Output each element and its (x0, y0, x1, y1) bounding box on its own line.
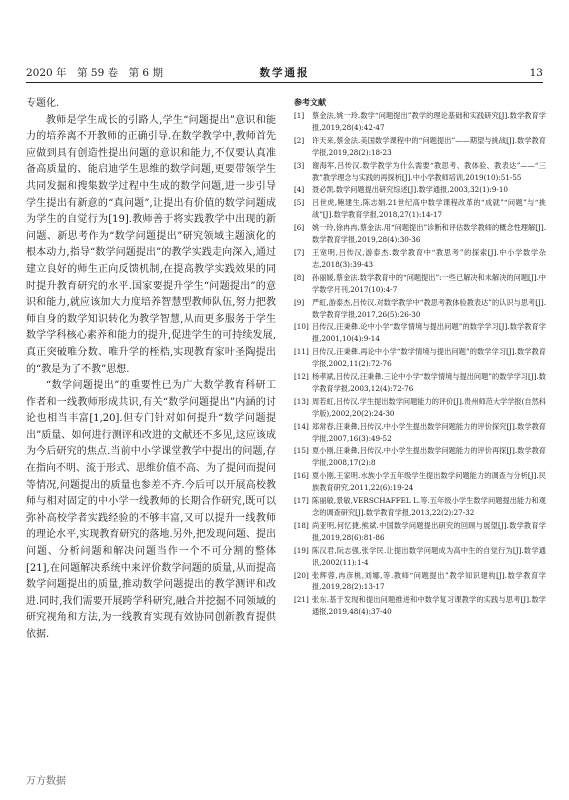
reference-text: 周若虹,吕传汉.学生提出数学问题能力的评价[J].贵州师范大学学报(自然科学版),2002,20(2):24-30 (312, 396, 546, 418)
reference-text: 王宽明,吕传汉,游泰杰.数学教育中“教思考”的探索[J].中小学数学杂志,2018(3):39-43 (312, 247, 546, 269)
reference-number: [20] (294, 570, 309, 580)
reference-text: 吕传汉,汪秉彝.论中小学“数学情境与提出问题”的数学学习[J].数学教育学报,2001,10(4):9-14 (312, 322, 546, 344)
reference-number: [17] (294, 496, 309, 506)
reference-text: 陈丽敏,景敏,VERSCHAFFEL L.等.五年级小学生数学问题提出能力和观念的调查研究[J].数学教育学报,2013,22(2):27-32 (312, 496, 546, 517)
reference-number: [4] (294, 185, 305, 195)
body-column (26, 96, 276, 736)
reference-text: 杨孝斌,吕传汉,汪秉彝.三论中小学“数学情境与提出问题”的数学学习[J].数学教育学报,2003,12(4):72-76 (312, 372, 546, 393)
watermark: 万方数据 (26, 776, 66, 787)
reference-number: [2] (294, 135, 305, 145)
reference-item (294, 110, 546, 134)
issue-info: 2020 年 第 59 卷 第 6 期 (26, 67, 163, 79)
reference-number: [11] (294, 347, 309, 357)
reference-item (294, 570, 546, 594)
reference-text: 夏小刚,汪秉彝,吕传汉.中小学生提出数学问题能力的评价再探[J].数学教育学报,2008,17(2):8 (312, 446, 546, 468)
journal-name: 数学通报 (259, 67, 310, 79)
references-column (294, 96, 546, 752)
reference-item (294, 184, 546, 196)
reference-text: 夏小刚,王家明.水族小学五年级学生提出数学问题能力的调查与分析[J].民族教育研究,2011,22(6):19-24 (312, 471, 546, 493)
reference-item (294, 495, 546, 519)
reference-item (294, 321, 546, 345)
body-paragraph: “数学问题提出”的重要性已为广大数学教育科研工作者和一线教师形成共识,有关“数学问题提出”内涵的讨论也相当丰富[1,20].但专门针对如何提升“数学问题提出”质量、如何进行测评和改进的文献还不多见,这应该成为今后研究的焦点.当前中小学课堂教学中提出的问题,存在指向不明、流于形式、思维价值不高、为了提问而提问等情况,问题提出的质量也参差不齐.今后可以开展高校教师与相对固定的中小学一线教师的长期合作研究,既可以弥补高校学者实践经验的不够丰富,又可以提升一线教师的理论水平,实现教育研究的落地.另外,把发现问题、提出问题、分析问题和解决问题当作一个不可分割的整体[21],在问题解决系统中来评价数学问题的质量,从而提高数学问题提出的质量,推动数学问题提出的教学测评和改进.同时,我们需要开展跨学科研究,融合并挖掘不同领域的研究视角和方法,为一线教育实现有效协同创新教育提供依据. (26, 380, 276, 640)
reference-text: 孙丽媛,蔡金法.数学教育中的“问题提出”:一些已解决和未解决的问题[J].中学数学月刊,2017(10):4-7 (312, 272, 546, 294)
reference-item (294, 222, 546, 246)
reference-number: [19] (294, 545, 309, 555)
reference-number: [7] (294, 247, 305, 257)
reference-item (294, 520, 546, 544)
reference-number: [8] (294, 272, 305, 282)
page-number: 13 (529, 67, 543, 79)
reference-number: [15] (294, 446, 309, 456)
reference-text: 严虹,游泰杰,吕传汉.对数学教学中“教思考教体验教表达”的认识与思考[J].数学教育学报,2017,26(5):26-30 (312, 297, 546, 319)
reference-item (294, 346, 546, 370)
reference-number: [18] (294, 520, 309, 530)
reference-text: 张东.基于发现和提出问题推进和中数学复习课教学的实践与思考[J].数学通报,2019,48(4):37-40 (312, 595, 546, 617)
reference-number: [10] (294, 322, 309, 332)
reference-item (294, 197, 546, 221)
running-header (26, 64, 543, 83)
reference-text: 聂必凯.数学问题提出研究综述[J].数学通报,2003,32(1):9-10 (312, 185, 509, 195)
reference-item (294, 247, 546, 271)
reference-item (294, 272, 546, 296)
reference-text: 吕世虎,鲍建生,陈志娟.21世纪高中数学课程改革的“成就”“问题”与“挑战”[J].数学教育学报,2018,27(1):14-17 (312, 198, 546, 220)
reference-number: [1] (294, 111, 305, 120)
reference-number: [6] (294, 223, 305, 233)
references-heading: 参考文献 (294, 97, 326, 107)
reference-text: 尚亚明,何忆捷,熊斌.中国数学问题提出研究的回顾与展望[J].数学教育学报,2019,28(6):81-86 (312, 520, 546, 542)
reference-text: 张辉蓉,冉彦桃,刘娜,等.教师“问题提出”教学知识建构[J].数学教育学报,2019,28(2):13-17 (312, 570, 546, 592)
reference-text: 谢海军,吕传汉.数学教学为什么需要“教思考、教体验、教表达”——“三教”教学理念与实践的再探析[J].中小学教师培训,2019(10):51-55 (312, 160, 546, 182)
reference-text: 吕传汉,汪秉彝.再论中小学“数学情境与提出问题”的数学学习[J].数学教育学报,2002,11(2):72-76 (312, 347, 546, 369)
reference-item (294, 421, 546, 445)
reference-item (294, 160, 546, 184)
reference-number: [5] (294, 198, 305, 208)
reference-text: 许天来,蔡金法.美国数学课程中的“问题提出”——期望与挑战[J].数学教育学报,2019,28(2):18-23 (312, 135, 546, 157)
reference-number: [9] (294, 297, 305, 307)
reference-text: 姚一玲,徐冉冉,蔡金法.用“问题提出”诊断和评估数学教师的概念性理解[J].数学教育学报,2019,28(4):30-36 (312, 223, 546, 245)
reference-number: [16] (294, 471, 309, 481)
reference-item (294, 297, 546, 321)
reference-text: 蔡金法,姚一玲.数学“问题提出”教学的理论基础和实践研究[J].数学教育学报,2019,28(4):42-47 (312, 111, 546, 132)
reference-number: [13] (294, 396, 309, 406)
reference-item (294, 594, 546, 618)
reference-text: 陈汉君,阮志强,张学民.让提出数学问题成为高中生的自觉行为[J].数学通讯,2002(11):1-4 (312, 545, 546, 567)
reference-item (294, 445, 546, 469)
reference-text: 郑常春,汪秉彝,吕传汉.中小学生提出数学问题能力的评价探究[J].数学教育学报,2007,16(3):49-52 (312, 421, 546, 443)
reference-item (294, 470, 546, 494)
reference-item (294, 396, 546, 420)
reference-number: [3] (294, 160, 305, 170)
reference-item (294, 371, 546, 395)
reference-number: [12] (294, 372, 309, 382)
body-paragraph: 教师是学生成长的引路人,学生“问题提出”意识和能力的培养离不开教师的正确引导.在数学教学中,教师首先应做到具有创造性提出问题的意识和能力,不仅要认真准备高质量的、能启迪学生思维的数学问题,更要带领学生共同发掘和搜集数学过程中生成的数学问题,进一步引导学生提出有新意的“真问题”,让提出有价值的数学问题成为学生的自觉行为[19].教师善于将实践教学中出现的新问题、新思考作为“数学问题提出”研究领域主题演化的根本动力,指导“数学问题提出”的教学实践走向深入,通过建立良好的师生正向反馈机制,在提高教学实践效果的同时提升教育研究的水平.国家要提升学生“问题提出”的意识和能力,就应该加大力度培养智慧型教师队伍,努力把教师自身的数学知识转化为教学智慧,从而更多服务于学生数学学科核心素养和能力的提升,促进学生的可持续发展,真正突破唯分数、唯升学的桎梏,实现教育家叶圣陶提出的“教是为了不教”思想. (26, 114, 276, 375)
body-paragraph: 专题化. (26, 98, 60, 109)
reference-item (294, 545, 546, 569)
reference-number: [21] (294, 595, 309, 605)
reference-number: [14] (294, 421, 309, 431)
reference-item (294, 135, 546, 159)
